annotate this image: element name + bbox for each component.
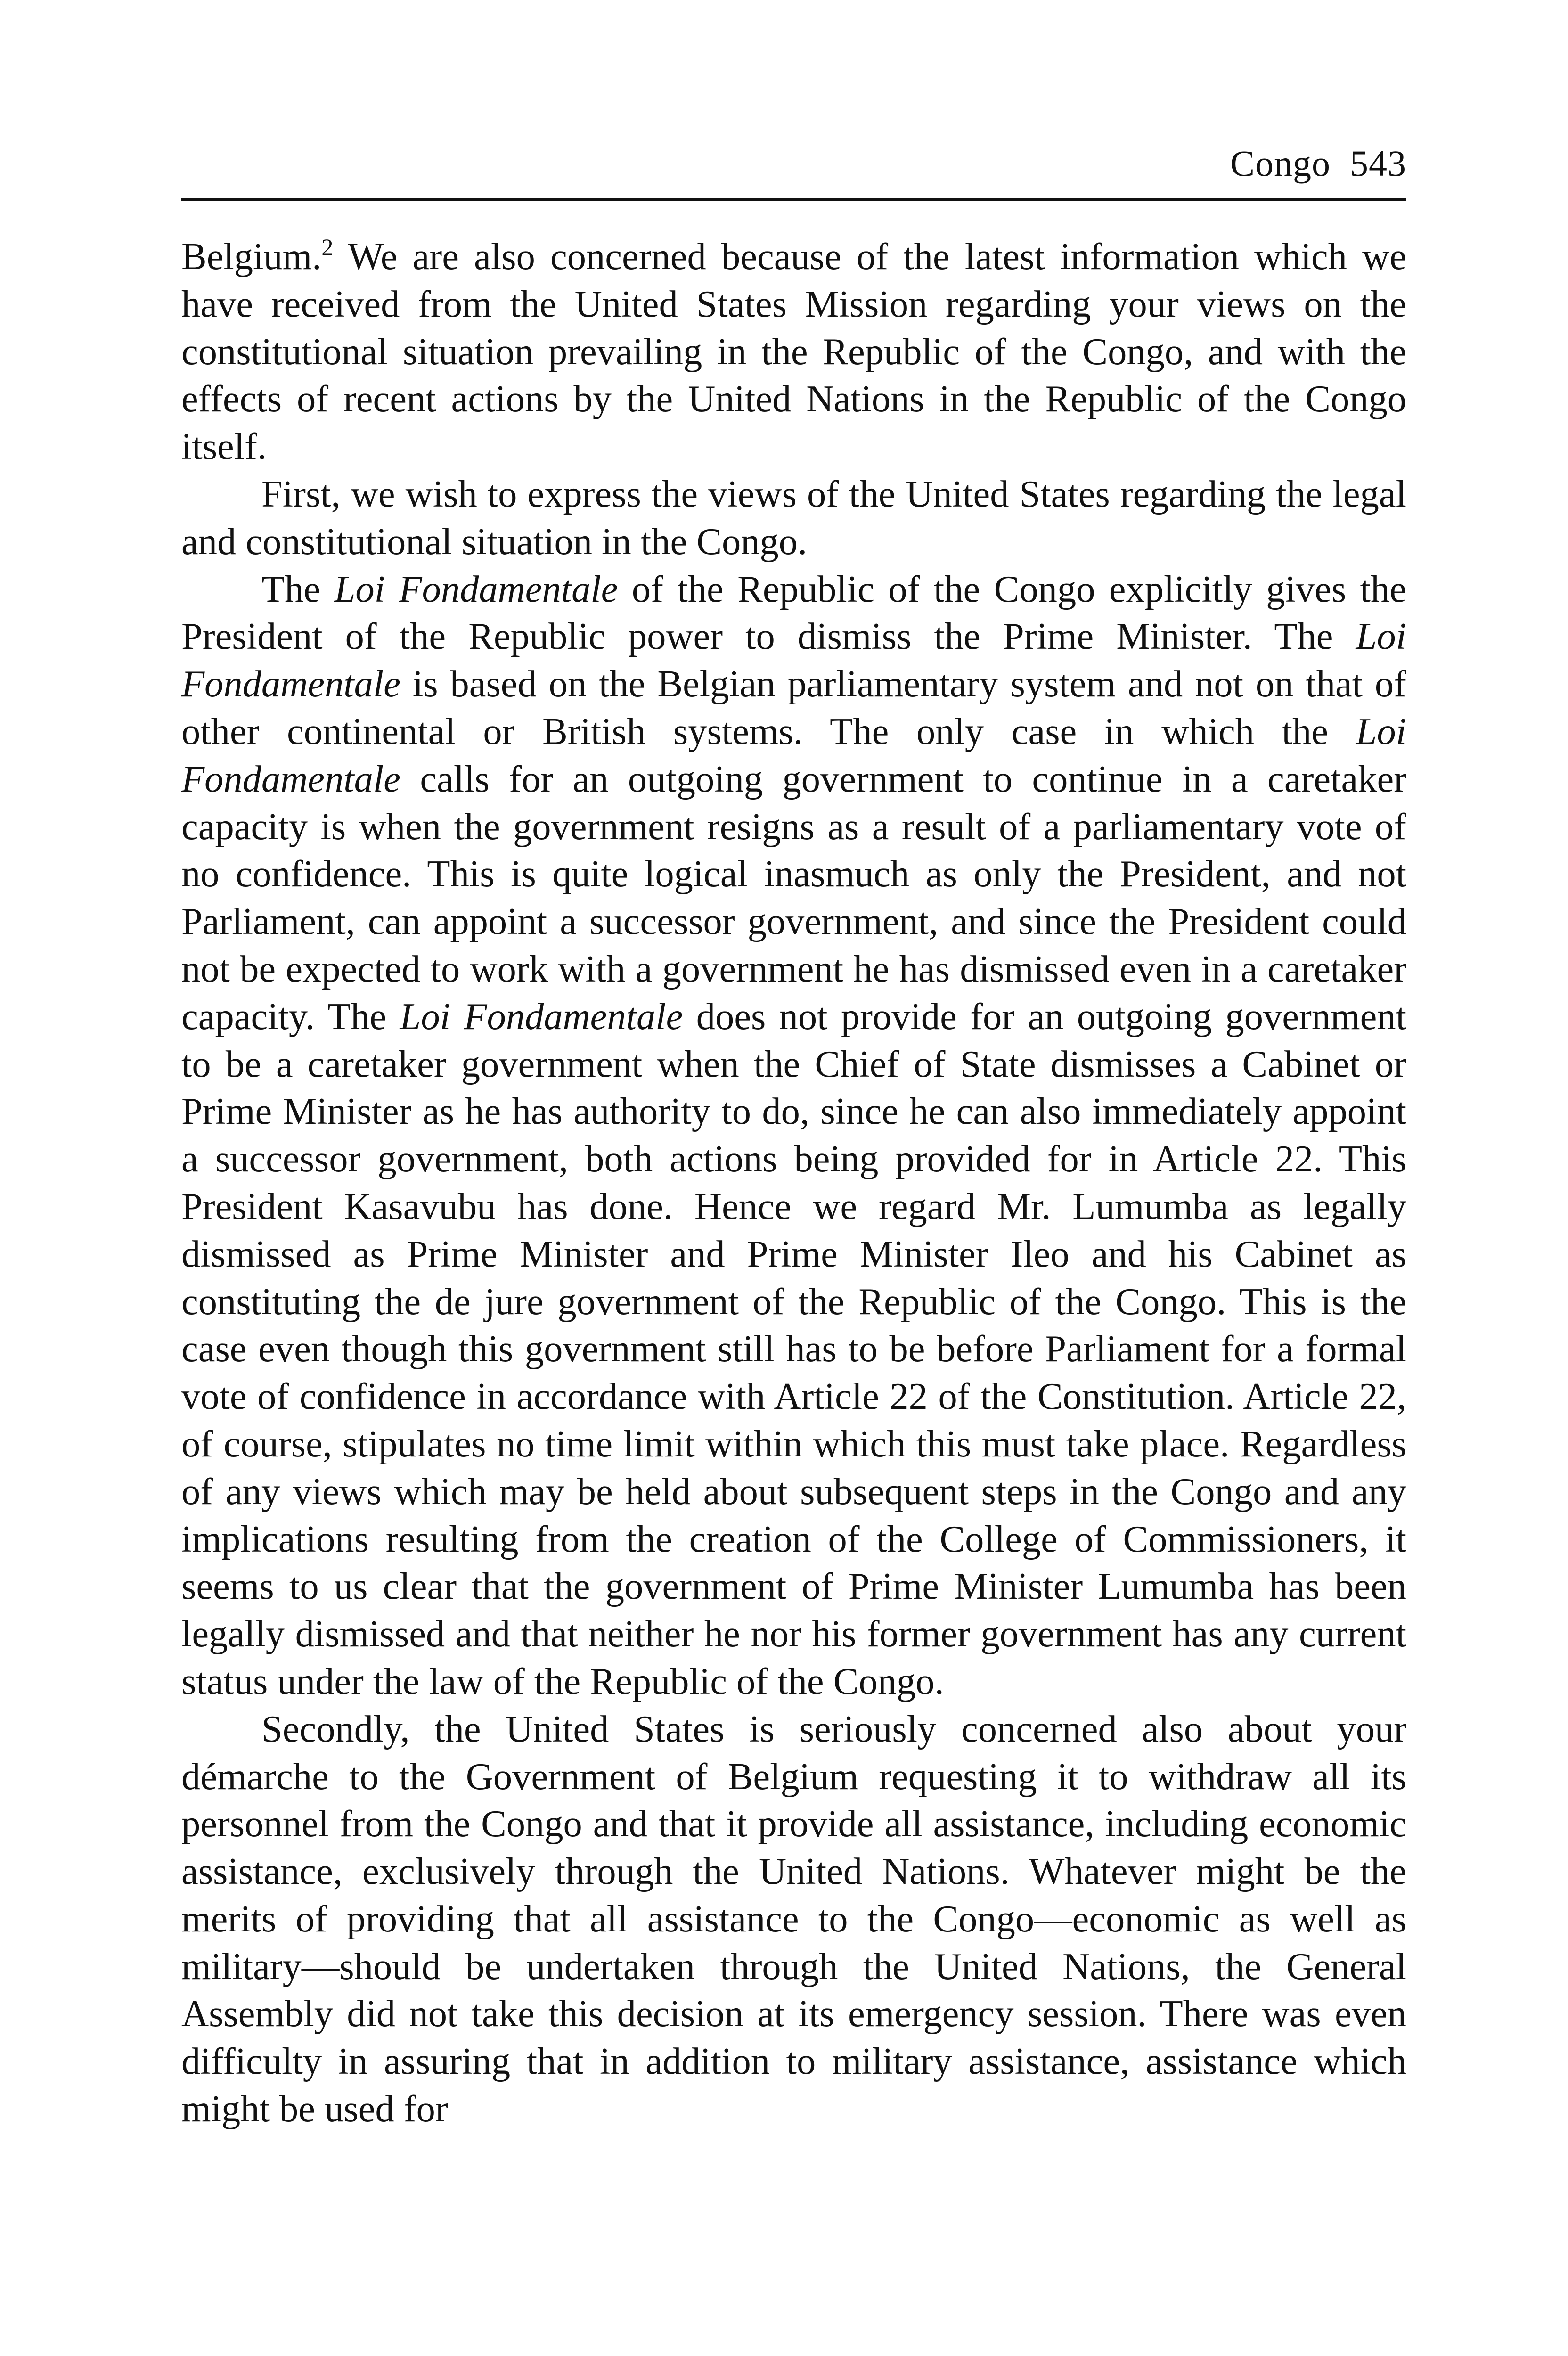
paragraph-text: We are also concerned because of the latest information which we have received from the United States Mission regarding your views on the constitutional situation prevailing in the Republic of the Congo, and with the effects of recent actions by the United Nations in the Republic of the Congo itself. — [181, 236, 1406, 468]
paragraph-lead: Belgium. — [181, 236, 322, 278]
italic-term: Loi Fondamentale — [181, 710, 1406, 800]
paragraph-2 — [181, 471, 1406, 566]
paragraph-text: The — [261, 568, 335, 610]
page-number: 543 — [1350, 143, 1406, 184]
paragraph-text: is based on the Belgian parliamentary system and not on that of other continental or British systems. The only case in which the — [181, 663, 1406, 753]
paragraph-text: does not provide for an outgoing government to be a caretaker government when the Chief of State dismisses a Cabinet or Prime Minister as he has authority to do, since he can also immediately appoint a successor government, both actions being provided for in Article 22. This President Kasavubu has done. Hence we regard Mr. Lumumba as legally dismissed as Prime Minister and Prime Minister Ileo and his Cabinet as constituting the de jure government of the Republic of the Congo. This is the case even though this government still has to be before Parliament for a formal vote of confidence in accordance with Article 22 of the Constitution. Article 22, of course, stipulates no time limit within which this must take place. Regardless of any views which may be held about subsequent steps in the Congo and any implications resulting from the creation of the College of Commissioners, it seems to us clear that the government of Prime Minister Lumumba has been legally dismissed and that neither he nor his former government has any current status under the law of the Republic of the Congo. — [181, 995, 1406, 1702]
paragraph-3 — [181, 566, 1406, 1706]
footnote-reference: 2 — [321, 234, 334, 260]
paragraph-text: of the Republic of the Congo explicitly gives the President of the Republic power to dismiss the Prime Minister. The — [181, 568, 1406, 658]
italic-term: Loi Fondamentale — [181, 615, 1406, 705]
header-title-and-page — [1230, 138, 1406, 189]
italic-term: Loi Fondamentale — [334, 568, 618, 610]
paragraph-text: calls for an outgoing government to continue in a caretaker capacity is when the government resigns as a result of a parliamentary vote of no confidence. This is quite logical inasmuch as only the President, and not Parliament, can appoint a successor government, and since the President could not be expected to work with a government he has dismissed even in a caretaker capacity. The — [181, 758, 1406, 1038]
paragraph-text: First, we wish to express the views of the United States regarding the legal and constitutional situation in the Congo. — [181, 473, 1406, 563]
paragraph-1 — [181, 233, 1406, 471]
running-header — [181, 127, 1406, 201]
running-title: Congo — [1230, 143, 1331, 184]
paragraph-4 — [181, 1706, 1406, 2133]
document-body — [181, 233, 1406, 2133]
paragraph-text: Secondly, the United States is seriously concerned also about your démarche to the Government of Belgium requesting it to withdraw all its personnel from the Congo and that it provide all assistance, including economic assistance, exclusively through the United Nations. Whatever might be the merits of providing that all assistance to the Congo—economic as well as military—should be undertaken through the United Nations, the General Assembly did not take this decision at its emergency session. There was even difficulty in assuring that in addition to military assistance, assistance which might be used for — [181, 1708, 1406, 2130]
italic-term: Loi Fondamentale — [400, 995, 683, 1038]
